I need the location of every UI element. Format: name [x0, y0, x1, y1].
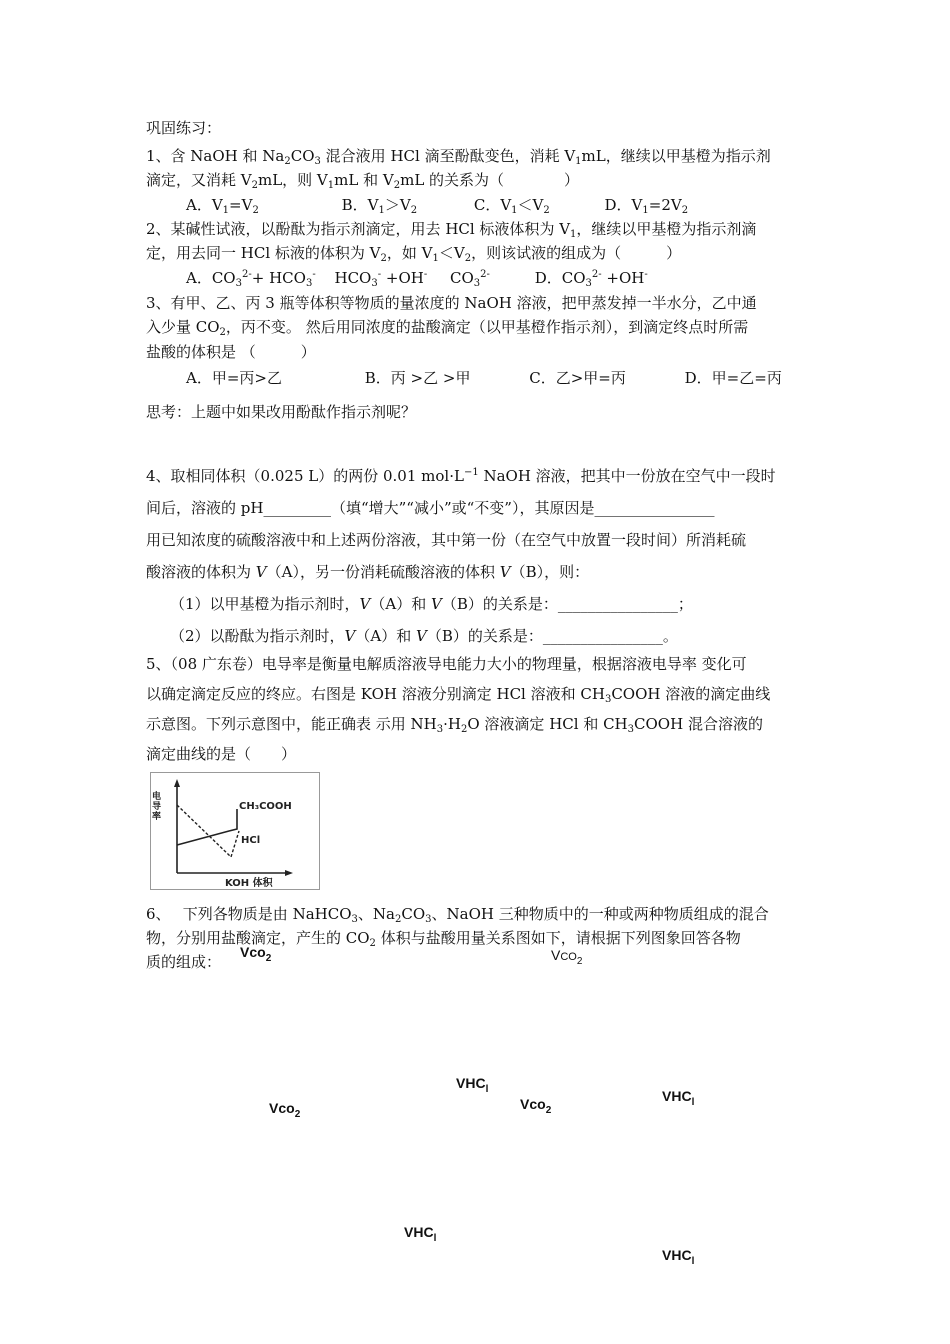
fig-curve-ch3cooh	[177, 809, 237, 845]
fig-ylabel: 电导率	[151, 791, 160, 821]
graph2-y-label: $VCO_2$	[551, 947, 583, 967]
q1-option-a: A．$V_1=V_2$	[186, 196, 259, 216]
q3-line3: 盐酸的体积是 （ ）	[146, 343, 316, 361]
q4-line3: 用已知浓度的硫酸溶液中和上述两份溶液，其中第一份（在空气中放置一段时间）所消耗硫	[146, 531, 747, 549]
q3-line1: 3、有甲、乙、丙 3 瓶等体积等物质的量浓度的 NaOH 溶液，把甲蒸发掉一半水分，乙中通	[146, 294, 757, 312]
q3-option-d: D．甲=乙=丙	[684, 369, 782, 387]
graph3-y-label: Vco$_2$	[269, 1100, 301, 1120]
fig-curve2-label: HCl	[241, 835, 261, 846]
q3-option-a: A．甲=丙>乙	[186, 369, 282, 387]
q1-line2: 滴定，又消耗 $V_2mL$，则 $V_1mL$ 和 $V_2mL$ 的关系为（ ）	[146, 171, 580, 191]
q4-line4: 酸溶液的体积为 V（A），另一份消耗硫酸溶液的体积 V（B），则：	[146, 563, 590, 581]
q2-options	[186, 268, 648, 288]
q4-line2: 间后，溶液的 pH_________（填“增大”“减小”或“不变”），其原因是________________	[146, 499, 715, 517]
q1-option-d: D．$V_1=2V_2$	[604, 196, 689, 216]
graph1-y-label: Vco$_2$	[240, 944, 272, 964]
q5-line1: 5、（08 广东卷）电导率是衡量电解质溶液导电能力大小的物理量，根据溶液电导率 变化可	[146, 655, 747, 673]
graph3-x-label: $VHC_l$	[404, 1224, 437, 1244]
graph4-y-label: Vco$_2$	[520, 1096, 552, 1116]
section-heading: 巩固练习：	[146, 119, 222, 137]
q4-sub1: （1）以甲基橙为指示剂时，V（A）和 V（B）的关系是：________________；	[170, 595, 693, 613]
q3-line2: 入少量 $CO_2$，丙不变。 然后用同浓度的盐酸滴定（以甲基橙作指示剂），到滴定终点时所需	[146, 318, 749, 338]
q5-line3: 示意图。下列示意图中，能正确表 示用 $NH_3\cdot H_2O$ 溶液滴定 HCl 和 $CH_3COOH$ 混合溶液的	[146, 715, 763, 735]
q3-think: 思考：上题中如果改用酚酞作指示剂呢？	[146, 403, 417, 421]
q2-option-d: D．$CO_3^{2-} +OH^-$	[534, 269, 648, 289]
q6-line2: 物，分别用盐酸滴定，产生的 $CO_2$ 体积与盐酸用量关系图如下，请根据下列图象回答各物	[146, 929, 741, 949]
q1-option-b: B．$V_1>V_2$	[341, 196, 418, 216]
graph4-x-label: $VHC_l$	[662, 1247, 695, 1267]
q6-line3: 质的组成：	[146, 953, 222, 971]
fig-curve1-label: CH₃COOH	[239, 801, 292, 812]
q5-conductivity-figure	[150, 772, 320, 890]
q5-line2: 以确定滴定反应的终应。右图是 KOH 溶液分别滴定 HCl 溶液和 $CH_3COOH$ 溶液的滴定曲线	[146, 685, 771, 705]
q2-line1: 2、某碱性试液，以酚酞为指示剂滴定，用去 HCl 标液体积为 $V_1$，继续以甲基橙为指示剂滴	[146, 220, 757, 240]
q6-line1: 6、 下列各物质是由 NaHCO$_3$、$Na_2CO_3$、NaOH 三种物质中的一种或两种物质组成的混合	[146, 905, 769, 925]
q3-option-b: B．丙 >乙 >甲	[364, 369, 471, 387]
q1-options	[186, 195, 688, 215]
q1-line1: 1、含 NaOH 和 $Na_2CO_3$ 混合液用 HCl 滴至酚酞变色，消耗 $V_1mL$，继续以甲基橙为指示剂	[146, 147, 771, 167]
q5-line4: 滴定曲线的是（ ）	[146, 745, 297, 763]
graph1-x-label: $VHC_l$	[456, 1075, 489, 1095]
q2-option-b: $HCO_3^- +OH^-$	[334, 269, 428, 289]
q4-line1: 4、取相同体积（0.025 L）的两份 0.01 $mol\cdot L^{-1}$ NaOH 溶液，把其中一份放在空气中一段时	[146, 467, 776, 485]
q4-sub2: （2）以酚酞为指示剂时，V（A）和 V（B）的关系是：________________。	[170, 627, 678, 645]
q1-option-c: C．$V_1<V_2$	[473, 196, 550, 216]
q3-options	[186, 368, 782, 388]
fig-xlabel: KOH 体积	[225, 878, 273, 889]
graph2-x-label: $VHC_l$	[662, 1088, 695, 1108]
q2-option-a: A．$CO_3^{2-}+ HCO_3^-$	[186, 269, 316, 289]
q2-option-c: $CO_3^{2-}$	[450, 269, 490, 289]
q3-option-c: C．乙>甲=丙	[529, 369, 626, 387]
q2-line2: 定，用去同一 HCl 标液的体积为 $V_2$，如 $V_1<V_2$，则该试液的组成为（ ）	[146, 244, 682, 264]
